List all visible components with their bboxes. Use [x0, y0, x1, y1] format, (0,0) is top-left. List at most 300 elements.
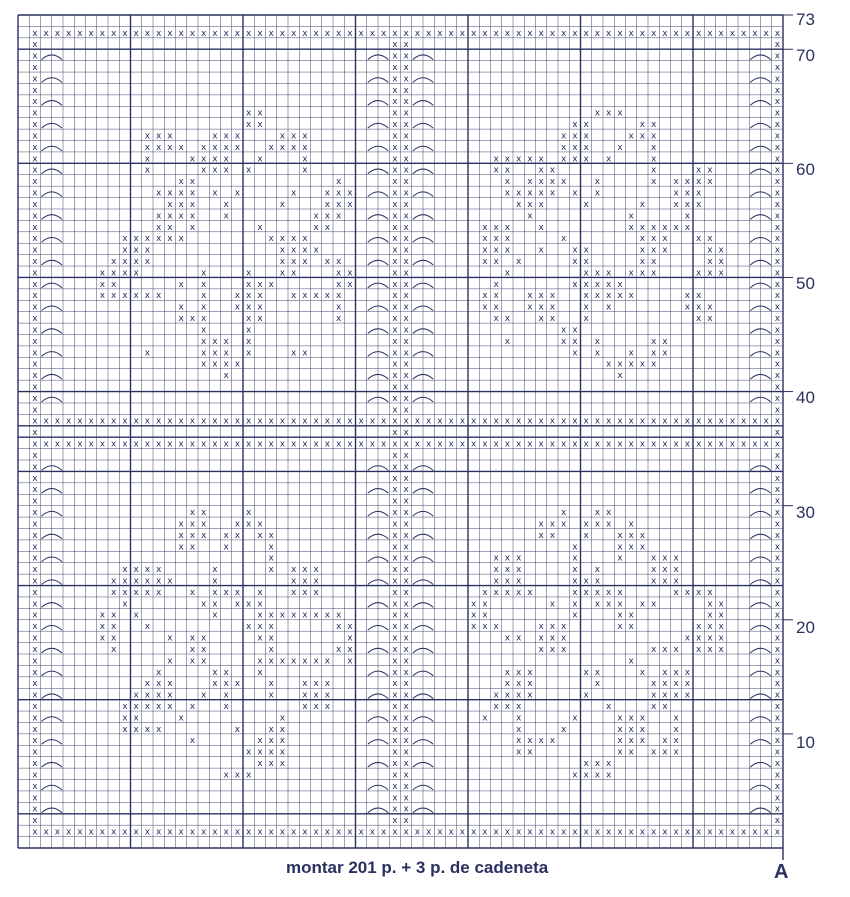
stitch-x-51-48: x [594, 565, 601, 576]
stitch-x-34-57: x [403, 667, 409, 678]
stitch-x-23-16: x [279, 199, 286, 210]
stitch-x-51-15: x [594, 188, 601, 199]
stitch-x-61-22: x [707, 268, 713, 279]
stitch-x-7-24: x [99, 291, 106, 302]
stitch-x-67-14: x [774, 177, 781, 188]
stitch-x-61-19: x [707, 234, 713, 245]
stitch-x-40-52: x [470, 610, 477, 621]
stitch-x-16-30: x [200, 359, 207, 370]
stitch-x-47-51: x [549, 599, 556, 610]
stitch-x-1-48: x [32, 565, 38, 576]
stitch-x-43-18: x [504, 222, 511, 233]
stitch-x-54-24: x [628, 291, 634, 302]
stitch-x-67-37: x [774, 439, 781, 450]
stitch-x-53-35: x [617, 416, 623, 427]
stitch-x-44-47: x [515, 553, 522, 564]
stitch-x-1-3: x [32, 51, 38, 62]
stitch-x-51-57: x [594, 667, 601, 678]
stitch-x-1-32: x [32, 382, 38, 393]
stitch-x-26-52: x [313, 610, 319, 621]
stitch-x-34-35: x [403, 416, 409, 427]
stitch-x-1-23: x [32, 279, 38, 290]
stitch-x-29-53: x [347, 622, 353, 633]
stitch-x-23-71: x [279, 827, 286, 838]
stitch-x-61-20: x [707, 245, 713, 256]
stitch-x-10-49: x [133, 576, 139, 587]
stitch-x-24-19: x [290, 234, 297, 245]
stitch-x-54-64: x [628, 747, 634, 758]
stitch-x-56-49: x [650, 576, 657, 587]
stitch-x-42-12: x [493, 154, 499, 165]
stitch-x-17-37: x [212, 439, 218, 450]
stitch-x-34-70: x [403, 816, 409, 827]
stitch-x-24-37: x [290, 439, 297, 450]
stitch-x-33-62: x [392, 724, 398, 735]
stitch-x-11-24: x [144, 291, 151, 302]
stitch-x-67-56: x [774, 656, 781, 667]
stitch-x-44-15: x [515, 188, 522, 199]
stitch-x-29-37: x [347, 439, 353, 450]
stitch-x-67-29: x [774, 348, 781, 359]
stitch-x-33-52: x [392, 610, 398, 621]
stitch-x-57-58: x [662, 679, 668, 690]
stitch-x-49-49: x [572, 576, 578, 587]
stitch-x-11-21: x [144, 256, 151, 267]
stitch-x-18-71: x [223, 827, 229, 838]
stitch-x-19-1: x [234, 28, 241, 39]
stitch-x-58-37: x [673, 439, 679, 450]
stitch-x-45-15: x [527, 188, 533, 199]
stitch-x-67-15: x [774, 188, 781, 199]
stitch-x-49-35: x [572, 416, 578, 427]
stitch-x-33-7: x [392, 97, 398, 108]
stitch-x-9-35: x [122, 416, 128, 427]
stitch-x-7-52: x [99, 610, 106, 621]
stitch-x-43-12: x [504, 154, 511, 165]
stitch-x-23-65: x [279, 759, 286, 770]
stitch-x-13-10: x [167, 131, 173, 142]
stitch-x-39-37: x [459, 439, 466, 450]
stitch-x-17-58: x [212, 679, 218, 690]
stitch-x-43-26: x [504, 314, 511, 325]
stitch-x-34-42: x [403, 496, 409, 507]
stitch-x-67-24: x [774, 291, 781, 302]
stitch-x-61-53: x [707, 622, 713, 633]
stitch-x-16-59: x [200, 690, 207, 701]
stitch-x-59-54: x [684, 633, 691, 644]
stitch-x-20-28: x [245, 336, 252, 347]
stitch-x-67-9: x [774, 120, 781, 131]
stitch-x-12-37: x [155, 439, 162, 450]
stitch-x-13-1: x [167, 28, 173, 39]
stitch-x-51-29: x [594, 348, 601, 359]
stitch-x-42-20: x [493, 245, 499, 256]
stitch-x-34-24: x [403, 291, 409, 302]
stitch-x-34-40: x [403, 473, 409, 484]
stitch-x-33-35: x [392, 416, 398, 427]
stitch-x-49-28: x [572, 336, 578, 347]
stitch-x-35-71: x [414, 827, 421, 838]
stitch-x-5-71: x [77, 827, 83, 838]
stitch-x-56-55: x [650, 644, 657, 655]
stitch-x-52-71: x [605, 827, 612, 838]
stitch-x-1-10: x [32, 131, 38, 142]
stitch-x-1-59: x [32, 690, 38, 701]
stitch-x-42-23: x [493, 279, 499, 290]
stitch-x-10-50: x [133, 587, 139, 598]
stitch-x-1-56: x [32, 656, 38, 667]
stitch-x-29-23: x [347, 279, 353, 290]
stitch-x-67-7: x [774, 97, 781, 108]
stitch-x-3-71: x [54, 827, 61, 838]
stitch-x-33-44: x [392, 519, 398, 530]
stitch-x-2-71: x [43, 827, 49, 838]
stitch-x-58-64: x [673, 747, 679, 758]
stitch-x-22-11: x [268, 142, 274, 153]
stitch-x-11-12: x [144, 154, 151, 165]
stitch-x-63-1: x [729, 28, 736, 39]
stitch-x-25-12: x [302, 154, 308, 165]
row-label-20: 20 [796, 618, 815, 637]
stitch-x-31-71: x [369, 827, 376, 838]
stitch-x-1-60: x [32, 702, 38, 713]
stitch-x-54-29: x [628, 348, 634, 359]
stitch-x-51-23: x [594, 279, 601, 290]
stitch-x-59-58: x [684, 679, 691, 690]
stitch-x-50-11: x [583, 142, 589, 153]
stitch-x-23-35: x [279, 416, 286, 427]
stitch-x-33-24: x [392, 291, 398, 302]
stitch-x-55-71: x [639, 827, 646, 838]
stitch-x-21-53: x [257, 622, 263, 633]
stitch-x-16-11: x [200, 142, 207, 153]
stitch-x-38-71: x [448, 827, 454, 838]
stitch-x-12-24: x [155, 291, 162, 302]
row-label-60: 60 [796, 160, 815, 179]
stitch-x-60-71: x [695, 827, 702, 838]
stitch-x-34-17: x [403, 211, 409, 222]
stitch-x-44-57: x [515, 667, 522, 678]
stitch-x-34-71: x [403, 827, 409, 838]
stitch-x-9-20: x [122, 245, 128, 256]
stitch-x-53-47: x [617, 553, 623, 564]
stitch-x-60-19: x [695, 234, 702, 245]
stitch-x-34-66: x [403, 770, 409, 781]
stitch-x-34-54: x [403, 633, 409, 644]
stitch-x-9-71: x [122, 827, 128, 838]
stitch-x-57-71: x [662, 827, 668, 838]
stitch-x-60-26: x [695, 314, 702, 325]
stitch-x-17-49: x [212, 576, 218, 587]
stitch-x-34-12: x [403, 154, 409, 165]
stitch-x-47-26: x [549, 314, 556, 325]
stitch-x-56-59: x [650, 690, 657, 701]
stitch-x-22-45: x [268, 530, 274, 541]
stitch-x-17-28: x [212, 336, 218, 347]
stitch-x-1-14: x [32, 177, 38, 188]
stitch-x-31-37: x [369, 439, 376, 450]
stitch-x-33-47: x [392, 553, 398, 564]
stitch-x-33-31: x [392, 371, 398, 382]
stitch-x-34-43: x [403, 508, 409, 519]
stitch-x-21-45: x [257, 530, 263, 541]
stitch-x-28-23: x [335, 279, 342, 290]
stitch-x-13-71: x [167, 827, 173, 838]
stitch-x-29-71: x [347, 827, 353, 838]
stitch-x-34-3: x [403, 51, 409, 62]
stitch-x-1-11: x [32, 142, 38, 153]
stitch-x-1-15: x [32, 188, 38, 199]
stitch-x-34-59: x [403, 690, 409, 701]
stitch-x-25-10: x [302, 131, 308, 142]
stitch-x-56-28: x [650, 336, 657, 347]
stitch-x-64-35: x [740, 416, 747, 427]
stitch-x-29-35: x [347, 416, 353, 427]
stitch-x-67-22: x [774, 268, 781, 279]
stitch-x-44-58: x [515, 679, 522, 690]
stitch-x-42-48: x [493, 565, 499, 576]
stitch-x-7-53: x [99, 622, 106, 633]
stitch-x-1-19: x [32, 234, 38, 245]
stitch-x-33-58: x [392, 679, 398, 690]
stitch-x-33-67: x [392, 781, 398, 792]
stitch-x-14-35: x [178, 416, 184, 427]
stitch-x-21-8: x [257, 108, 263, 119]
stitch-x-1-34: x [32, 405, 38, 416]
stitch-x-43-59: x [504, 690, 511, 701]
stitch-x-58-62: x [673, 724, 679, 735]
stitch-x-13-18: x [167, 222, 173, 233]
stitch-x-50-25: x [583, 302, 589, 313]
stitch-x-41-51: x [482, 599, 488, 610]
stitch-x-45-17: x [527, 211, 533, 222]
stitch-x-17-52: x [212, 610, 218, 621]
stitch-x-27-35: x [324, 416, 331, 427]
stitch-x-1-4: x [32, 63, 38, 74]
stitch-x-1-20: x [32, 245, 38, 256]
stitch-x-46-53: x [538, 622, 544, 633]
stitch-x-33-65: x [392, 759, 398, 770]
stitch-x-67-55: x [774, 644, 781, 655]
stitch-x-62-22: x [718, 268, 724, 279]
stitch-x-54-35: x [628, 416, 634, 427]
stitch-x-52-22: x [605, 268, 612, 279]
stitch-x-34-50: x [403, 587, 409, 598]
stitch-x-15-71: x [189, 827, 196, 838]
stitch-x-22-63: x [268, 736, 274, 747]
stitch-x-35-35: x [414, 416, 421, 427]
stitch-x-34-34: x [403, 405, 409, 416]
stitch-x-24-56: x [290, 656, 297, 667]
stitch-x-33-22: x [392, 268, 398, 279]
stitch-x-67-67: x [774, 781, 781, 792]
stitch-x-33-1: x [392, 28, 398, 39]
stitch-x-11-71: x [144, 827, 151, 838]
stitch-x-52-51: x [605, 599, 612, 610]
stitch-x-42-18: x [493, 222, 499, 233]
stitch-x-33-16: x [392, 199, 398, 210]
stitch-x-11-50: x [144, 587, 151, 598]
stitch-x-35-1: x [414, 28, 421, 39]
stitch-x-1-49: x [32, 576, 38, 587]
stitch-x-40-35: x [470, 416, 477, 427]
stitch-x-22-35: x [268, 416, 274, 427]
stitch-x-16-28: x [200, 336, 207, 347]
stitch-x-20-71: x [245, 827, 252, 838]
stitch-x-55-35: x [639, 416, 646, 427]
stitch-x-46-44: x [538, 519, 544, 530]
stitch-x-15-50: x [189, 587, 196, 598]
stitch-x-17-12: x [212, 154, 218, 165]
stitch-x-34-36: x [403, 428, 409, 439]
stitch-x-67-66: x [774, 770, 781, 781]
stitch-x-18-11: x [223, 142, 229, 153]
stitch-x-37-1: x [437, 28, 443, 39]
stitch-x-55-16: x [639, 199, 646, 210]
stitch-x-28-22: x [335, 268, 342, 279]
stitch-x-53-64: x [617, 747, 623, 758]
stitch-x-34-22: x [403, 268, 409, 279]
stitch-x-8-37: x [110, 439, 117, 450]
stitch-x-45-24: x [527, 291, 533, 302]
stitch-x-25-50: x [302, 587, 308, 598]
stitch-x-33-6: x [392, 85, 398, 96]
stitch-x-34-26: x [403, 314, 409, 325]
stitch-x-58-59: x [673, 690, 679, 701]
stitch-x-46-63: x [538, 736, 544, 747]
stitch-x-55-37: x [639, 439, 646, 450]
stitch-x-1-21: x [32, 256, 38, 267]
stitch-x-15-16: x [189, 199, 196, 210]
stitch-x-1-7: x [32, 97, 38, 108]
stitch-x-14-19: x [178, 234, 184, 245]
stitch-x-67-17: x [774, 211, 781, 222]
stitch-x-51-22: x [594, 268, 601, 279]
stitch-x-51-43: x [594, 508, 601, 519]
stitch-x-33-36: x [392, 428, 398, 439]
stitch-x-43-71: x [504, 827, 511, 838]
stitch-x-55-61: x [639, 713, 646, 724]
stitch-x-57-19: x [662, 234, 668, 245]
stitch-x-58-15: x [673, 188, 679, 199]
stitch-x-67-12: x [774, 154, 781, 165]
stitch-x-50-23: x [583, 279, 589, 290]
stitch-x-42-47: x [493, 553, 499, 564]
stitch-x-46-13: x [538, 165, 544, 176]
stitch-x-1-57: x [32, 667, 38, 678]
stitch-x-16-55: x [200, 644, 207, 655]
stitch-x-26-20: x [313, 245, 319, 256]
stitch-x-27-15: x [324, 188, 331, 199]
stitch-x-16-12: x [200, 154, 207, 165]
stitch-x-49-21: x [572, 256, 578, 267]
stitch-x-1-29: x [32, 348, 38, 359]
stitch-x-61-1: x [707, 28, 713, 39]
stitch-x-45-12: x [527, 154, 533, 165]
stitch-x-51-24: x [594, 291, 601, 302]
stitch-x-33-40: x [392, 473, 398, 484]
stitch-x-50-37: x [583, 439, 589, 450]
stitch-x-23-52: x [279, 610, 286, 621]
stitch-x-56-29: x [650, 348, 657, 359]
stitch-x-62-55: x [718, 644, 724, 655]
stitch-x-23-21: x [279, 256, 286, 267]
stitch-x-23-22: x [279, 268, 286, 279]
stitch-x-67-39: x [774, 462, 781, 473]
stitch-x-67-26: x [774, 314, 781, 325]
stitch-x-45-16: x [527, 199, 533, 210]
stitch-x-14-16: x [178, 199, 184, 210]
stitch-x-20-53: x [245, 622, 252, 633]
stitch-x-22-64: x [268, 747, 274, 758]
stitch-x-43-28: x [504, 336, 511, 347]
stitch-x-67-16: x [774, 199, 781, 210]
stitch-x-46-16: x [538, 199, 544, 210]
stitch-x-28-55: x [335, 644, 342, 655]
stitch-x-46-1: x [538, 28, 544, 39]
stitch-x-53-30: x [617, 359, 623, 370]
stitch-x-34-10: x [403, 131, 409, 142]
stitch-x-47-14: x [549, 177, 556, 188]
stitch-x-56-47: x [650, 553, 657, 564]
stitch-x-53-23: x [617, 279, 623, 290]
stitch-x-53-11: x [617, 142, 623, 153]
stitch-x-36-1: x [425, 28, 432, 39]
stitch-x-58-35: x [673, 416, 679, 427]
stitch-x-50-49: x [583, 576, 589, 587]
stitch-x-50-20: x [583, 245, 589, 256]
stitch-x-62-53: x [718, 622, 724, 633]
stitch-x-30-71: x [358, 827, 364, 838]
stitch-x-14-71: x [178, 827, 184, 838]
stitch-x-9-24: x [122, 291, 128, 302]
stitch-x-42-24: x [493, 291, 499, 302]
stitch-x-34-53: x [403, 622, 409, 633]
stitch-x-46-71: x [538, 827, 544, 838]
stitch-x-57-35: x [662, 416, 668, 427]
stitch-x-33-45: x [392, 530, 398, 541]
stitch-x-58-55: x [673, 644, 679, 655]
stitch-x-33-54: x [392, 633, 398, 644]
stitch-x-25-20: x [302, 245, 308, 256]
stitch-x-45-71: x [527, 827, 533, 838]
stitch-x-62-35: x [718, 416, 724, 427]
stitch-x-8-22: x [110, 268, 117, 279]
stitch-x-28-35: x [335, 416, 342, 427]
stitch-x-67-10: x [774, 131, 781, 142]
stitch-x-2-37: x [43, 439, 49, 450]
stitch-x-60-50: x [695, 587, 702, 598]
stitch-x-27-59: x [324, 690, 331, 701]
stitch-x-33-69: x [392, 804, 398, 815]
stitch-x-27-16: x [324, 199, 331, 210]
stitch-x-57-28: x [662, 336, 668, 347]
stitch-x-39-1: x [459, 28, 466, 39]
stitch-x-1-54: x [32, 633, 38, 644]
stitch-x-8-50: x [110, 587, 117, 598]
stitch-x-46-25: x [538, 302, 544, 313]
stitch-x-33-30: x [392, 359, 398, 370]
stitch-x-21-52: x [257, 610, 263, 621]
stitch-x-65-71: x [752, 827, 758, 838]
stitch-x-28-21: x [335, 256, 342, 267]
stitch-x-2-35: x [43, 416, 49, 427]
stitch-x-67-30: x [774, 359, 781, 370]
stitch-x-42-37: x [493, 439, 499, 450]
stitch-x-43-14: x [504, 177, 511, 188]
stitch-x-20-25: x [245, 302, 252, 313]
stitch-x-14-44: x [178, 519, 184, 530]
